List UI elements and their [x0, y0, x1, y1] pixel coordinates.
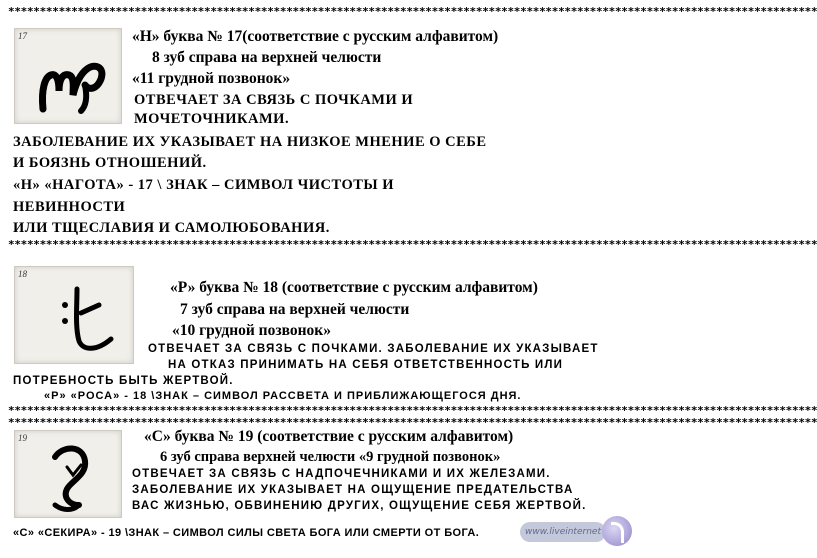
body-text: «Р» «РОСА» - 18 \ЗНАК – СИМВОЛ РАССВЕТА И ПРИБЛИЖАЮЩЕГОСЯ ДНЯ. — [44, 390, 522, 402]
glyph-number: 19 — [18, 433, 27, 443]
body-text: «С» «СЕКИРА» - 19 \ЗНАК – СИМВОЛ СИЛЫ СВЕТА БОГА ИЛИ СМЕРТИ ОТ БОГА. — [13, 527, 480, 539]
tooth-line: 8 зуб справа на верхней челюсти — [152, 49, 382, 66]
glyph-number: 18 — [18, 269, 27, 279]
body-text: ЗАБОЛЕВАНИЕ ИХ УКАЗЫВАЕТ НА НИЗКОЕ МНЕНИЕ О СЕБЕ — [13, 134, 487, 150]
body-text: «Н» «НАГОТА» - 17 \ ЗНАК – СИМВОЛ ЧИСТОТЫ И — [13, 177, 395, 193]
body-text: ВАС ЖИЗНЬЮ, ОБВИНЕНИЮ ДРУГИХ, ОЩУЩЕНИЕ СЕБЯ ЖЕРТВОЙ. — [132, 500, 587, 512]
watermark-logo-icon — [602, 516, 632, 546]
separator-stars: ******************************************************************************************************************************** — [8, 416, 817, 429]
section-title: «С» буква № 19 (соответствие с русским алфавитом) — [144, 428, 514, 445]
body-text: ЗАБОЛЕВАНИЕ ИХ УКАЗЫВАЕТ НА ОЩУЩЕНИЕ ПРЕДАТЕЛЬСТВА — [132, 484, 574, 496]
vertebra-line: «10 грудной позвонок» — [172, 322, 331, 339]
glyph-n-icon — [15, 29, 121, 123]
glyph-r-icon — [15, 267, 133, 363]
body-text: ПОТРЕБНОСТЬ БЫТЬ ЖЕРТВОЙ. — [13, 375, 234, 387]
body-text: МОЧЕТОЧНИКАМИ. — [134, 111, 290, 127]
tooth-line: 6 зуб справа верхней челюсти «9 грудной позвонок» — [160, 449, 501, 465]
body-text: НЕВИННОСТИ — [13, 199, 126, 215]
separator-stars: ******************************************************************************************************************************** — [8, 404, 817, 417]
separator-stars: ******************************************************************************************************************************** — [8, 238, 817, 251]
glyph-image-r — [14, 266, 134, 364]
watermark-logo: www.liveinternet — [520, 522, 606, 542]
section-title: «Н» буква № 17(соответствие с русским алфавитом) — [132, 28, 499, 45]
separator-stars: ******************************************************************************************************************************** — [8, 5, 817, 18]
tooth-line: 7 зуб справа на верхней челюсти — [180, 301, 410, 318]
body-text: И БОЯЗНЬ ОТНОШЕНИЙ. — [13, 155, 207, 171]
body-text: ОТВЕЧАЕТ ЗА СВЯЗЬ С ПОЧКАМИ. ЗАБОЛЕВАНИЕ ИХ УКАЗЫВАЕТ — [148, 343, 599, 355]
section-title: «Р» буква № 18 (соответствие с русским алфавитом) — [170, 279, 538, 296]
body-text: НА ОТКАЗ ПРИНИМАТЬ НА СЕБЯ ОТВЕТСТВЕННОСТЬ ИЛИ — [168, 359, 564, 371]
glyph-image-n — [14, 28, 122, 124]
vertebra-line: «11 грудной позвонок» — [132, 70, 291, 87]
body-text: ОТВЕЧАЕТ ЗА СВЯЗЬ С НАДПОЧЕЧНИКАМИ И ИХ ЖЕЛЕЗАМИ. — [132, 468, 551, 480]
body-text: ИЛИ ТЩЕСЛАВИЯ И САМОЛЮБОВАНИЯ. — [13, 220, 330, 236]
glyph-image-s — [14, 430, 122, 518]
body-text: ОТВЕЧАЕТ ЗА СВЯЗЬ С ПОЧКАМИ И — [134, 92, 414, 108]
glyph-number: 17 — [18, 31, 27, 41]
glyph-s-icon — [15, 431, 121, 517]
